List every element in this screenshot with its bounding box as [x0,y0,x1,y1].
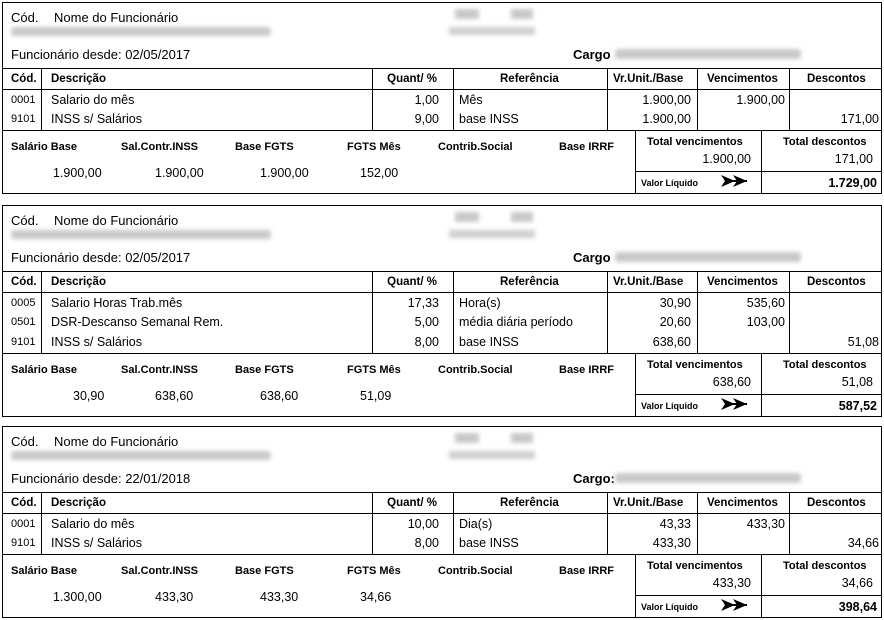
header-divider [3,292,881,293]
total-deductions-value: 34,66 [841,576,873,590]
job-title-label: Cargo: [573,471,615,486]
item-unit-value: 43,33 [659,517,691,531]
col-header-unit-value: Vr.Unit./Base [613,276,684,288]
employee-since-date: 22/01/2018 [125,471,191,486]
item-reference: Hora(s) [459,296,501,310]
col-header-earnings: Vencimentos [707,73,778,85]
redacted-employee-name [11,230,271,239]
table-row [3,91,881,110]
employee-since [11,471,190,486]
net-value: 587,52 [838,399,877,413]
item-unit-value: 638,60 [652,335,691,349]
redacted-field [449,27,535,35]
social-contribution-label: Contrib.Social [438,364,513,376]
item-quantity: 8,00 [414,335,439,349]
fgts-month-value: 152,00 [360,166,399,180]
item-description: INSS s/ Salários [51,335,143,349]
payslip [2,205,882,417]
totals-divider [635,595,881,596]
salary-base-value: 30,90 [73,389,105,403]
column-divider [635,555,636,617]
employee-code-label: Cód. [11,434,39,449]
item-code: 9101 [11,336,36,348]
employee-since [11,250,190,265]
employee-since [11,47,190,62]
employee-name-label: Nome do Funcionário [54,434,179,449]
inss-contribution-salary-value: 638,60 [155,389,194,403]
column-divider [761,555,762,617]
item-reference: base INSS [459,335,519,349]
redacted-field [449,451,535,459]
salary-base-label: Salário Base [11,364,78,376]
redacted-field [511,212,533,222]
net-value-label: Valor Líquido [641,401,699,411]
total-deductions-value: 51,08 [841,375,873,389]
column-divider [761,131,762,193]
item-code: 0005 [11,297,36,309]
item-description: Salario do mês [51,93,135,107]
totals-section [3,555,881,617]
item-code: 0001 [11,94,36,106]
totals-divider [635,394,881,395]
redacted-field [455,212,479,222]
table-row [3,515,881,534]
item-reference: Dia(s) [459,517,493,531]
employee-code-label: Cód. [11,10,39,25]
total-deductions-label: Total descontos [783,560,867,572]
redacted-job-title [615,473,801,483]
salary-base-value: 1.900,00 [53,166,102,180]
col-header-reference: Referência [500,73,559,85]
table-row [3,534,881,553]
item-quantity: 8,00 [414,536,439,550]
table-row [3,333,881,352]
totals-divider [635,171,881,172]
col-header-deductions: Descontos [807,73,866,85]
employee-code-label: Cód. [11,213,39,228]
fgts-month-value: 34,66 [360,590,392,604]
column-divider [761,354,762,416]
salary-base-value: 1.300,00 [53,590,102,604]
redacted-employee-name [11,27,271,36]
item-code: 9101 [11,113,36,125]
item-code: 0501 [11,316,36,328]
employee-since-label: Funcionário desde: [11,471,122,486]
net-value: 398,64 [838,600,877,614]
employee-name-label: Nome do Funcionário [54,10,179,25]
total-deductions-label: Total descontos [783,136,867,148]
earnings-table [3,69,881,131]
col-header-deductions: Descontos [807,276,866,288]
header-divider [3,513,881,514]
item-quantity: 5,00 [414,315,439,329]
social-contribution-label: Contrib.Social [438,141,513,153]
redacted-field [511,9,533,19]
irrf-base-label: Base IRRF [559,565,615,577]
table-row [3,313,881,332]
col-header-earnings: Vencimentos [707,276,778,288]
item-unit-value: 433,30 [652,536,691,550]
fgts-base-value: 1.900,00 [260,166,309,180]
item-quantity: 1,00 [414,93,439,107]
item-deduction: 171,00 [840,112,879,126]
fgts-base-label: Base FGTS [235,141,294,153]
col-header-deductions: Descontos [807,497,866,509]
item-description: DSR-Descanso Semanal Rem. [51,315,224,329]
social-contribution-label: Contrib.Social [438,565,513,577]
net-value-label: Valor Líquido [641,602,699,612]
col-header-description: Descrição [51,73,106,85]
payslip [2,2,882,194]
item-unit-value: 20,60 [659,315,691,329]
inss-contribution-salary-label: Sal.Contr.INSS [121,364,199,376]
irrf-base-label: Base IRRF [559,364,615,376]
col-header-code: Cód. [11,497,37,509]
total-deductions-label: Total descontos [783,359,867,371]
item-reference: base INSS [459,112,519,126]
item-reference: base INSS [459,536,519,550]
col-header-reference: Referência [500,276,559,288]
col-header-code: Cód. [11,73,37,85]
earnings-table [3,272,881,354]
item-code: 0001 [11,518,36,530]
employee-header [3,427,881,493]
redacted-field [455,9,479,19]
total-earnings-value: 433,30 [712,576,751,590]
item-earning: 535,60 [746,296,785,310]
item-description: Salario Horas Trab.mês [51,296,183,310]
employee-name-label: Nome do Funcionário [54,213,179,228]
job-title-label: Cargo [573,250,611,265]
redacted-field [455,433,479,443]
redacted-job-title [615,252,801,262]
net-value-label: Valor Líquido [641,178,699,188]
net-value: 1.729,00 [828,176,877,190]
col-header-description: Descrição [51,276,106,288]
col-header-quantity: Quant/ % [387,497,437,509]
col-header-quantity: Quant/ % [387,73,437,85]
col-header-reference: Referência [500,497,559,509]
fgts-base-label: Base FGTS [235,364,294,376]
totals-section [3,131,881,193]
total-earnings-label: Total vencimentos [647,136,743,148]
irrf-base-label: Base IRRF [559,141,615,153]
item-description: INSS s/ Salários [51,112,143,126]
redacted-employee-name [11,451,271,460]
item-earning: 1.900,00 [736,93,785,107]
redacted-job-title [615,49,801,59]
employee-header [3,3,881,69]
item-deduction: 34,66 [847,536,879,550]
redacted-field [511,433,533,443]
item-description: Salario do mês [51,517,135,531]
redacted-field [449,230,535,238]
table-row [3,110,881,129]
employee-since-date: 02/05/2017 [125,250,191,265]
col-header-code: Cód. [11,276,37,288]
item-quantity: 10,00 [407,517,439,531]
item-earning: 433,30 [746,517,785,531]
fgts-month-label: FGTS Mês [347,565,401,577]
item-quantity: 9,00 [414,112,439,126]
header-divider [3,89,881,90]
employee-since-label: Funcionário desde: [11,250,122,265]
item-unit-value: 1.900,00 [642,93,691,107]
item-description: INSS s/ Salários [51,536,143,550]
job-title-label: Cargo [573,47,611,62]
item-reference: média diária período [459,315,573,329]
column-divider [635,131,636,193]
payslip [2,426,882,618]
total-deductions-value: 171,00 [834,152,873,166]
item-unit-value: 30,90 [659,296,691,310]
double-arrow-icon [721,397,755,414]
total-earnings-label: Total vencimentos [647,560,743,572]
table-row [3,294,881,313]
item-deduction: 51,08 [847,335,879,349]
employee-since-date: 02/05/2017 [125,47,191,62]
col-header-earnings: Vencimentos [707,497,778,509]
fgts-month-label: FGTS Mês [347,364,401,376]
inss-contribution-salary-value: 1.900,00 [155,166,204,180]
inss-contribution-salary-value: 433,30 [155,590,194,604]
fgts-base-value: 433,30 [260,590,299,604]
employee-since-label: Funcionário desde: [11,47,122,62]
item-reference: Mês [459,93,483,107]
item-code: 9101 [11,537,36,549]
total-earnings-value: 1.900,00 [702,152,751,166]
employee-header [3,206,881,272]
fgts-base-label: Base FGTS [235,565,294,577]
col-header-unit-value: Vr.Unit./Base [613,497,684,509]
total-earnings-value: 638,60 [712,375,751,389]
double-arrow-icon [721,174,755,191]
item-unit-value: 1.900,00 [642,112,691,126]
fgts-month-label: FGTS Mês [347,141,401,153]
inss-contribution-salary-label: Sal.Contr.INSS [121,141,199,153]
inss-contribution-salary-label: Sal.Contr.INSS [121,565,199,577]
double-arrow-icon [721,598,755,615]
column-divider [635,354,636,416]
item-quantity: 17,33 [407,296,439,310]
earnings-table [3,493,881,555]
totals-section [3,354,881,416]
fgts-month-value: 51,09 [360,389,392,403]
col-header-description: Descrição [51,497,106,509]
salary-base-label: Salário Base [11,141,78,153]
fgts-base-value: 638,60 [260,389,299,403]
col-header-quantity: Quant/ % [387,276,437,288]
salary-base-label: Salário Base [11,565,78,577]
total-earnings-label: Total vencimentos [647,359,743,371]
item-earning: 103,00 [746,315,785,329]
col-header-unit-value: Vr.Unit./Base [613,73,684,85]
